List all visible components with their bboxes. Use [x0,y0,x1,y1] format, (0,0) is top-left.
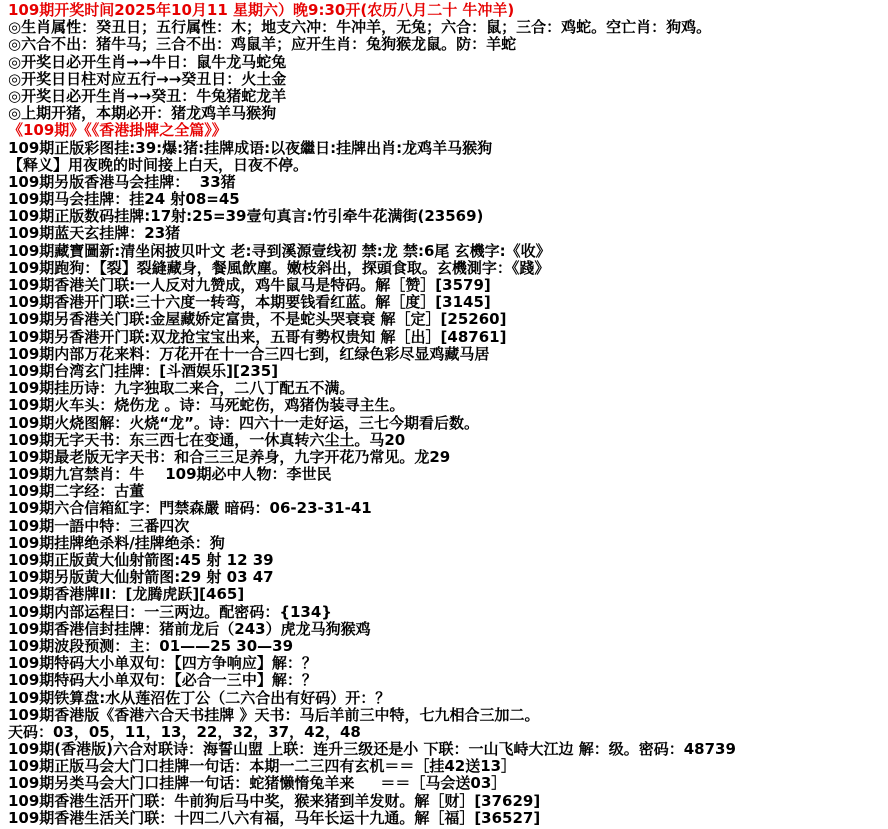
text-line: 109期正版彩图挂:39:爆:猪:挂牌成语:以夜繼日:挂牌出肖:龙鸡羊马猴狗 [8,139,493,157]
text-line: 109期挂历诗：九字独取二来合，二八丁配五不满。 [8,380,355,398]
text-line: 109期挂牌绝杀料/挂牌绝杀：狗 [8,534,225,552]
text-line: 109期另版黄大仙射箭图:29 射 03 47 [8,569,274,587]
text-line: 109期台湾玄门挂牌：[斗酒娱乐][235] [8,362,279,380]
text-line: 109期另类马会大门口挂牌一句话：蛇猪懒惰兔羊来 ＝＝［马会送03］ [8,775,507,793]
text-line: 109期九宫禁肖：牛 109期必中人物：李世民 [8,466,332,484]
text-line: 109期(香港版)六合对联诗：海誓山盟 上联：连升三级还是小 下联：一山飞峙大江边 解：级。密码：48739 [8,741,736,759]
text-line: 109期一語中特：三番四次 [8,517,190,535]
text-line: ◎开奖日必开生肖→→癸丑：牛兔猪蛇龙羊 [8,87,287,105]
text-line: ◎六合不出：猪牛马；三合不出：鸡鼠羊；应开生肖：兔狗猴龙鼠。防：羊蛇 [8,36,517,54]
text-line: 109期另香港开门联:双龙抢宝宝出来，五哥有勢权贵知 解［出］[48761] [8,328,507,346]
text-line: 109期另香港关门联:金屋藏娇定富贵，不是蛇头哭衰衰 解［定］[25260] [8,311,507,329]
text-line: ◎生肖属性：癸丑日；五行属性：木；地支六冲：牛冲羊，无兔；六合：鼠；三合：鸡蛇。空亡肖：狗鸡。 [8,19,712,37]
text-line: 109期蓝天玄挂牌：23猪 [8,225,181,243]
text-line: ◎开奖日必开生肖→→牛日：鼠牛龙马蛇兔 [8,53,287,71]
text-line: 109期火车头：烧伤龙 。诗：马死蛇伤，鸡猪伪装寻主生。 [8,397,405,415]
heading-line: 《109期》《《香港掛牌之全篇》》 [8,122,227,140]
text-line: 109期六合信箱紅字：門禁森嚴 暗码：06-23-31-41 [8,500,372,518]
text-line: ◎开奖日日柱对应五行→→癸丑日：火土金 [8,70,287,88]
text-line: ◎上期开猪，本期必开：猪龙鸡羊马猴狗 [8,105,277,123]
text-line: 109期正版黄大仙射箭图:45 射 12 39 [8,552,274,569]
text-line: 109期马会挂牌：挂24 射08=45 [8,191,240,209]
text-line: 109期内部运程曰：一三两边。配密码：{134} [8,603,332,621]
text-line: 109期跑狗：【裂】裂縫藏身，餐風飲塵。嫩枝斜出，探頭食取。玄機測字：《踐》 [8,259,550,277]
text-line: 109期火烧图解：火烧“龙”。诗：四六十一走好运，三七今期看后数。 [8,414,480,432]
text-line: 109期正版马会大门口挂牌一句话：本期一二三四有玄机＝＝［挂42送13］ [8,758,517,776]
heading-line: 109期开奖时间2025年10月11 星期六）晚9:30开(农历八月二十 牛冲羊) [8,2,515,19]
text-line: 109期另版香港马会挂牌： 33猪 [8,173,236,191]
text-line: 109期特码大小单双句：【四方争响应】解：？ [8,655,317,673]
text-line: 109期香港版《香港六合天书挂牌 》天书：马后羊前三中特，七九相合三加二。 [8,706,540,724]
text-line: 【释义】用夜晚的时间接上白天，日夜不停。 [8,156,309,174]
text-line: 109期正版数码挂牌:17射:25=39壹句真言:竹引牵牛花满街(23569) [8,208,484,226]
text-line: 109期最老版无字天书：和合三三足养身，九字开花乃常见。龙29 [8,448,451,466]
text-line: 109期香港信封挂牌：猪前龙后（243）虎龙马狗猴鸡 [8,620,371,638]
text-line: 109期香港牌II：[龙腾虎跃][465] [8,586,245,604]
text-line: 109期香港生活开门联：牛前狗后马中奖，猴来猪到羊发财。解［财］[37629] [8,792,541,810]
text-line: 109期特码大小单双句：【必合一三中】解：？ [8,672,317,690]
text-line: 109期内部万花来料：万花开在十一合三四七到，红绿色彩尽显鸡藏马居 [8,345,490,363]
text-line: 109期二字经：古董 [8,483,145,501]
text-line: 109期香港生活关门联：十四二八六有福，马年长运十九通。解［福］[36527] [8,809,541,827]
text-line: 109期香港关门联:一人反对九赞成，鸡牛鼠马是特码。解［赞］[3579] [8,277,491,294]
text-line: 109期铁算盘:水从莲沼佐丁公（二六合出有好码）开：？ [8,689,391,707]
text-line: 109期香港开门联:三十六度一转弯，本期要钱看红蓝。解［度］[3145] [8,294,491,312]
text-line: 109期波段预测：主：01——25 30—39 [8,637,294,655]
text-line: 天码：03，05，11，13，22，32，37，42，48 [8,723,361,741]
text-line: 109期藏寶圖新:清坐闲披贝叶文 老:寻到溪源壹线初 禁:龙 禁:6尾 玄機字:《收》 [8,242,551,260]
text-line: 109期无字天书：东三西七在变通，一休真转六尘土。马20 [8,431,406,449]
